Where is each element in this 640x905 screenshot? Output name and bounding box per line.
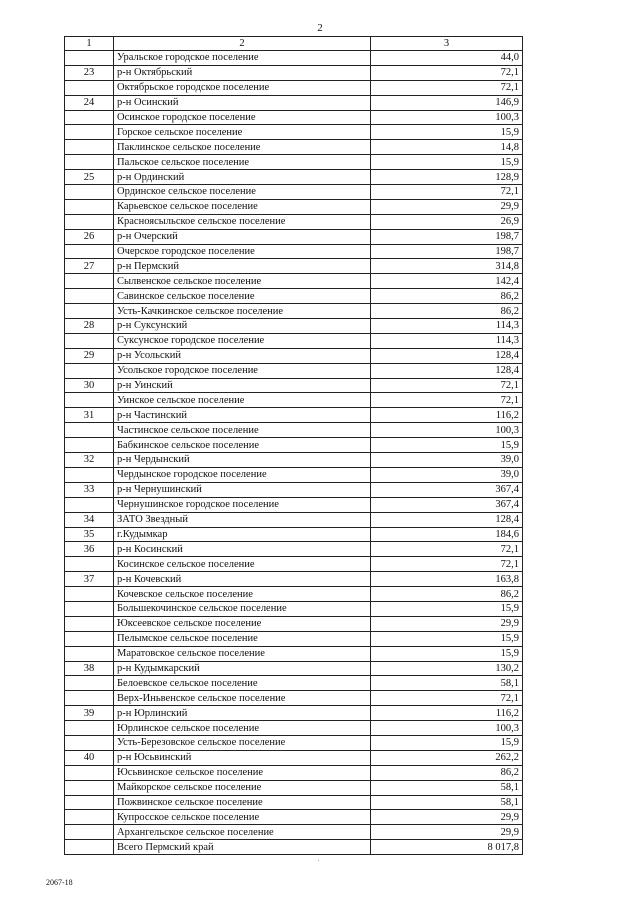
territory-name: Частинское сельское поселение — [114, 423, 371, 438]
table-row — [65, 393, 523, 408]
row-number — [65, 691, 114, 706]
table-row — [65, 810, 523, 825]
row-number — [65, 646, 114, 661]
territory-name: р-н Юсьвинский — [114, 750, 371, 765]
row-number — [65, 155, 114, 170]
column-header: 1 — [65, 37, 114, 51]
amount-value: 58,1 — [371, 780, 523, 795]
amount-value: 14,8 — [371, 140, 523, 155]
table-row — [65, 378, 523, 393]
amount-value: 116,2 — [371, 408, 523, 423]
row-number — [65, 557, 114, 572]
amount-value: 198,7 — [371, 229, 523, 244]
territory-name: р-н Усольский — [114, 348, 371, 363]
row-number — [65, 51, 114, 66]
amount-value: 15,9 — [371, 631, 523, 646]
amount-value: 8 017,8 — [371, 840, 523, 855]
table-row — [65, 706, 523, 721]
table-row — [65, 229, 523, 244]
table-row — [65, 467, 523, 482]
territory-name: Усть-Качкинское сельское поселение — [114, 304, 371, 319]
amount-value: 184,6 — [371, 527, 523, 542]
amount-value: 367,4 — [371, 497, 523, 512]
amount-value: 142,4 — [371, 274, 523, 289]
table-row — [65, 170, 523, 185]
row-number — [65, 214, 114, 229]
table-row — [65, 348, 523, 363]
page-number: 2 — [317, 22, 323, 34]
amount-value: 72,1 — [371, 542, 523, 557]
amount-value: 72,1 — [371, 557, 523, 572]
row-number — [65, 735, 114, 750]
table-row — [65, 438, 523, 453]
amount-value: 86,2 — [371, 765, 523, 780]
row-number — [65, 304, 114, 319]
territory-name: р-н Суксунский — [114, 319, 371, 334]
row-number: 25 — [65, 170, 114, 185]
table-row — [65, 840, 523, 855]
row-number — [65, 333, 114, 348]
row-number: 24 — [65, 95, 114, 110]
territory-name: Усть-Березовское сельское поселение — [114, 735, 371, 750]
amount-value: 15,9 — [371, 438, 523, 453]
territory-name: Купросское сельское поселение — [114, 810, 371, 825]
row-number — [65, 616, 114, 631]
row-number: 40 — [65, 750, 114, 765]
row-number — [65, 497, 114, 512]
table-row — [65, 512, 523, 527]
territory-name: р-н Кочевский — [114, 572, 371, 587]
table-row — [65, 557, 523, 572]
scan-dot — [318, 860, 319, 861]
territory-name: Уральское городское поселение — [114, 51, 371, 66]
amount-value: 72,1 — [371, 393, 523, 408]
amount-value: 100,3 — [371, 423, 523, 438]
territory-name: р-н Косинский — [114, 542, 371, 557]
amount-value: 58,1 — [371, 676, 523, 691]
amount-value: 15,9 — [371, 735, 523, 750]
row-number: 27 — [65, 259, 114, 274]
territory-name: Пелымское сельское поселение — [114, 631, 371, 646]
amount-value: 146,9 — [371, 95, 523, 110]
territory-name: р-н Уинский — [114, 378, 371, 393]
territory-name: Юрлинское сельское поселение — [114, 721, 371, 736]
territory-name: Усольское городское поселение — [114, 363, 371, 378]
row-number — [65, 840, 114, 855]
table-row — [65, 80, 523, 95]
territory-name: Карьевское сельское поселение — [114, 199, 371, 214]
row-number — [65, 438, 114, 453]
amount-value: 314,8 — [371, 259, 523, 274]
table-row — [65, 750, 523, 765]
territory-name: Юсьвинское сельское поселение — [114, 765, 371, 780]
territory-name: Суксунское городское поселение — [114, 333, 371, 348]
table-row — [65, 587, 523, 602]
amount-value: 114,3 — [371, 319, 523, 334]
amount-value: 29,9 — [371, 810, 523, 825]
territory-name: р-н Юрлинский — [114, 706, 371, 721]
table-row — [65, 616, 523, 631]
territory-name: Уинское сельское поселение — [114, 393, 371, 408]
table-row — [65, 155, 523, 170]
table-row — [65, 601, 523, 616]
amount-value: 128,4 — [371, 348, 523, 363]
amount-value: 15,9 — [371, 125, 523, 140]
row-number — [65, 601, 114, 616]
amount-value: 86,2 — [371, 587, 523, 602]
row-number — [65, 393, 114, 408]
table-row — [65, 631, 523, 646]
row-number: 32 — [65, 453, 114, 468]
row-number — [65, 825, 114, 840]
table-row — [65, 825, 523, 840]
table-header-row — [65, 37, 523, 51]
allocation-table — [64, 36, 523, 855]
row-number: 23 — [65, 65, 114, 80]
territory-name: Юксеевское сельское поселение — [114, 616, 371, 631]
table-row — [65, 185, 523, 200]
territory-name: р-н Осинский — [114, 95, 371, 110]
row-number: 38 — [65, 661, 114, 676]
row-number — [65, 199, 114, 214]
territory-name: Маратовское сельское поселение — [114, 646, 371, 661]
table-row — [65, 51, 523, 66]
amount-value: 15,9 — [371, 601, 523, 616]
row-number — [65, 140, 114, 155]
row-number — [65, 244, 114, 259]
table-row — [65, 423, 523, 438]
territory-name: р-н Чернушинский — [114, 482, 371, 497]
table-row — [65, 333, 523, 348]
table-row — [65, 542, 523, 557]
territory-name: Осинское городское поселение — [114, 110, 371, 125]
territory-name: Сылвенское сельское поселение — [114, 274, 371, 289]
row-number — [65, 274, 114, 289]
amount-value: 128,9 — [371, 170, 523, 185]
row-number — [65, 795, 114, 810]
row-number — [65, 765, 114, 780]
amount-value: 72,1 — [371, 80, 523, 95]
row-number — [65, 80, 114, 95]
row-number: 33 — [65, 482, 114, 497]
table-row — [65, 661, 523, 676]
amount-value: 39,0 — [371, 467, 523, 482]
territory-name: Октябрьское городское поселение — [114, 80, 371, 95]
table-row — [65, 110, 523, 125]
territory-name: Белоевское сельское поселение — [114, 676, 371, 691]
table-row — [65, 691, 523, 706]
territory-name: Пожвинское сельское поселение — [114, 795, 371, 810]
row-number: 28 — [65, 319, 114, 334]
table-row — [65, 199, 523, 214]
amount-value: 72,1 — [371, 65, 523, 80]
territory-name: Ординское сельское поселение — [114, 185, 371, 200]
row-number — [65, 631, 114, 646]
amount-value: 367,4 — [371, 482, 523, 497]
territory-name: р-н Чердынский — [114, 453, 371, 468]
row-number — [65, 780, 114, 795]
amount-value: 128,4 — [371, 363, 523, 378]
table-row — [65, 125, 523, 140]
table-row — [65, 244, 523, 259]
table-row — [65, 408, 523, 423]
row-number: 29 — [65, 348, 114, 363]
territory-name: Верх-Иньвенское сельское поселение — [114, 691, 371, 706]
row-number — [65, 185, 114, 200]
row-number: 26 — [65, 229, 114, 244]
amount-value: 39,0 — [371, 453, 523, 468]
table-row — [65, 319, 523, 334]
table-row — [65, 453, 523, 468]
territory-name: Всего Пермский край — [114, 840, 371, 855]
amount-value: 116,2 — [371, 706, 523, 721]
amount-value: 86,2 — [371, 289, 523, 304]
row-number — [65, 676, 114, 691]
territory-name: ЗАТО Звездный — [114, 512, 371, 527]
row-number — [65, 467, 114, 482]
row-number: 30 — [65, 378, 114, 393]
amount-value: 114,3 — [371, 333, 523, 348]
territory-name: р-н Очерский — [114, 229, 371, 244]
amount-value: 26,9 — [371, 214, 523, 229]
amount-value: 130,2 — [371, 661, 523, 676]
row-number — [65, 289, 114, 304]
territory-name: Горское сельское поселение — [114, 125, 371, 140]
row-number — [65, 721, 114, 736]
territory-name: Очерское городское поселение — [114, 244, 371, 259]
row-number — [65, 125, 114, 140]
amount-value: 29,9 — [371, 825, 523, 840]
document-code: 2067-18 — [46, 878, 73, 887]
amount-value: 100,3 — [371, 110, 523, 125]
amount-value: 29,9 — [371, 616, 523, 631]
amount-value: 262,2 — [371, 750, 523, 765]
table-row — [65, 95, 523, 110]
amount-value: 15,9 — [371, 155, 523, 170]
territory-name: Савинское сельское поселение — [114, 289, 371, 304]
row-number: 35 — [65, 527, 114, 542]
row-number: 31 — [65, 408, 114, 423]
table-row — [65, 527, 523, 542]
row-number: 36 — [65, 542, 114, 557]
amount-value: 198,7 — [371, 244, 523, 259]
territory-name: Майкорское сельское поселение — [114, 780, 371, 795]
amount-value: 44,0 — [371, 51, 523, 66]
territory-name: Кочевское сельское поселение — [114, 587, 371, 602]
table-row — [65, 735, 523, 750]
table-row — [65, 274, 523, 289]
territory-name: р-н Частинский — [114, 408, 371, 423]
table-row — [65, 795, 523, 810]
amount-value: 86,2 — [371, 304, 523, 319]
row-number — [65, 810, 114, 825]
territory-name: р-н Октябрьский — [114, 65, 371, 80]
amount-value: 128,4 — [371, 512, 523, 527]
row-number — [65, 363, 114, 378]
amount-value: 72,1 — [371, 378, 523, 393]
territory-name: Косинское сельское поселение — [114, 557, 371, 572]
table-row — [65, 65, 523, 80]
table-row — [65, 721, 523, 736]
table-row — [65, 304, 523, 319]
column-header: 2 — [114, 37, 371, 51]
territory-name: Красноясыльское сельское поселение — [114, 214, 371, 229]
table-row — [65, 214, 523, 229]
table-row — [65, 363, 523, 378]
amount-value: 72,1 — [371, 691, 523, 706]
table-row — [65, 676, 523, 691]
table-row — [65, 289, 523, 304]
row-number: 39 — [65, 706, 114, 721]
amount-value: 15,9 — [371, 646, 523, 661]
territory-name: Архангельское сельское поселение — [114, 825, 371, 840]
column-header: 3 — [371, 37, 523, 51]
table-row — [65, 646, 523, 661]
territory-name: Большекочинское сельское поселение — [114, 601, 371, 616]
amount-value: 58,1 — [371, 795, 523, 810]
territory-name: Бабкинское сельское поселение — [114, 438, 371, 453]
row-number: 34 — [65, 512, 114, 527]
amount-value: 163,8 — [371, 572, 523, 587]
table-row — [65, 765, 523, 780]
table-row — [65, 780, 523, 795]
table-row — [65, 482, 523, 497]
row-number — [65, 110, 114, 125]
row-number: 37 — [65, 572, 114, 587]
table-row — [65, 259, 523, 274]
row-number — [65, 423, 114, 438]
territory-name: р-н Ординский — [114, 170, 371, 185]
territory-name: г.Кудымкар — [114, 527, 371, 542]
territory-name: Пальское сельское поселение — [114, 155, 371, 170]
territory-name: р-н Пермский — [114, 259, 371, 274]
territory-name: Чернушинское городское поселение — [114, 497, 371, 512]
territory-name: Чердынское городское поселение — [114, 467, 371, 482]
territory-name: р-н Кудымкарский — [114, 661, 371, 676]
amount-value: 29,9 — [371, 199, 523, 214]
amount-value: 72,1 — [371, 185, 523, 200]
table-row — [65, 572, 523, 587]
territory-name: Паклинское сельское поселение — [114, 140, 371, 155]
table-row — [65, 497, 523, 512]
amount-value: 100,3 — [371, 721, 523, 736]
table-row — [65, 140, 523, 155]
row-number — [65, 587, 114, 602]
